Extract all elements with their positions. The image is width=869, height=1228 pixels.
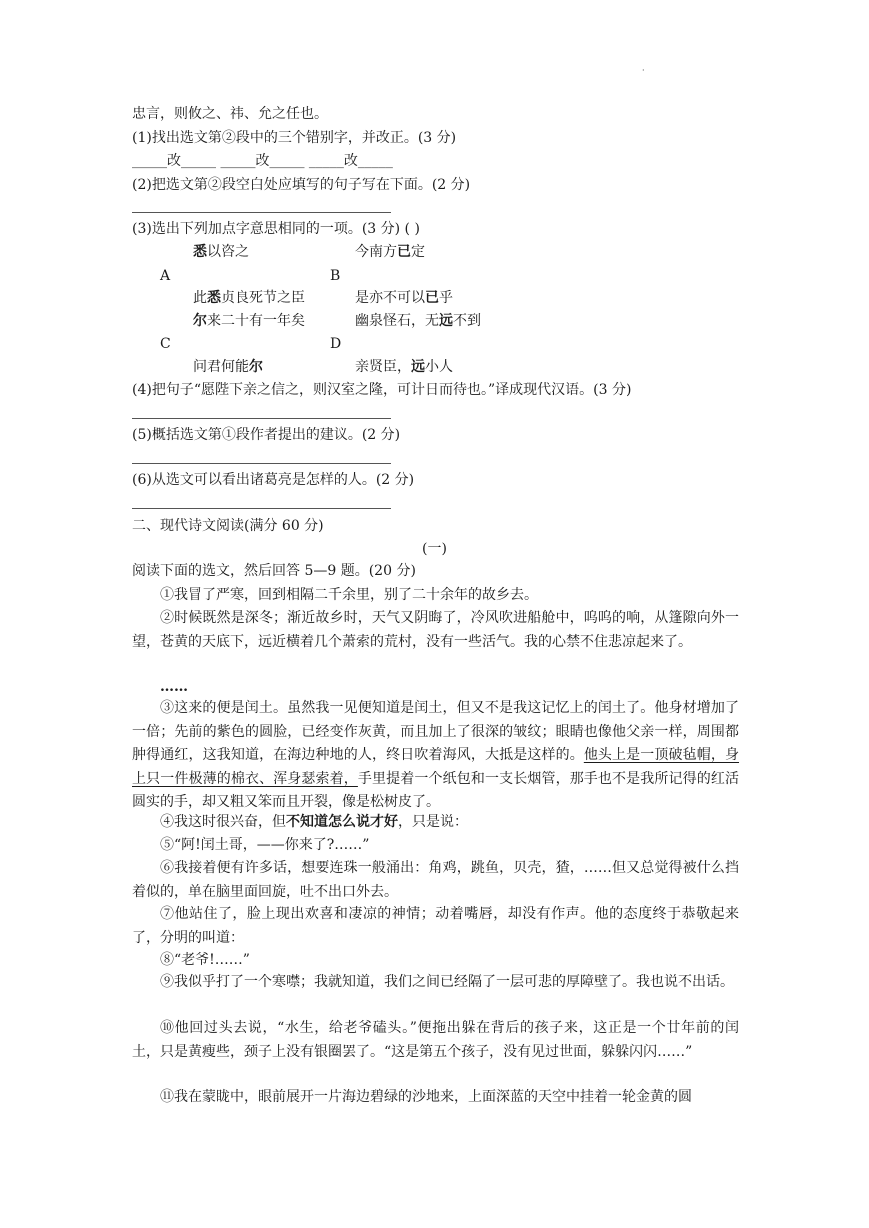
section-title: 二、现代诗文阅读(满分 60 分) xyxy=(132,518,324,534)
option-b-letter: B xyxy=(330,268,341,284)
answer-line xyxy=(132,212,391,213)
option-b-line-2: 是亦不可以已乎 xyxy=(355,290,453,306)
passage-paragraph-5: ⑤“阿!闰土哥，——你来了?……” xyxy=(160,837,370,853)
passage-paragraph-2: ②时候既然是深冬；渐近故乡时，天气又阴晦了，冷风吹进船舱中，呜呜的响，从篷隙向外一望，苍黄的天底下，远近横着几个萧索的荒村，没有一些活气。我的心禁不住悲凉起来了。 xyxy=(132,610,739,650)
passage-paragraph-4: ④我这时很兴奋，但不知道怎么说才好，只是说： xyxy=(160,814,468,830)
answer-line xyxy=(132,463,391,464)
underlined-sentence: 他头上是一顶破毡帽，身上只一件极薄的棉衣、浑身瑟索着， xyxy=(132,747,740,787)
passage-ellipsis: …… xyxy=(160,679,188,695)
passage-paragraph-11: ⑪我在蒙眬中，眼前展开一片海边碧绿的沙地来，上面深蓝的天空中挂着一轮金黄的圆 xyxy=(160,1089,692,1105)
option-c-line-1: 尔来二十有一年矣 xyxy=(193,313,305,329)
option-d-line-1: 幽泉怪石，无远不到 xyxy=(355,313,481,329)
option-d-letter: D xyxy=(330,336,342,352)
passage-instruction: 阅读下面的选文，然后回答 5—9 题。(20 分) xyxy=(132,563,416,579)
option-b-line-1: 今南方已定 xyxy=(355,244,425,260)
passage-paragraph-7: ⑦他站住了，脸上现出欢喜和凄凉的神情；动着嘴唇，却没有作声。他的态度终于恭敬起来了，分明的叫道： xyxy=(132,906,739,946)
option-c-line-2: 问君何能尔 xyxy=(193,359,263,375)
option-a-line-1: 悉以咨之 xyxy=(193,244,249,260)
option-c-letter: C xyxy=(160,336,171,352)
passage-paragraph-9: ⑨我似乎打了一个寒噤；我就知道，我们之间已经隔了一层可悲的厚障壁了。我也说不出话。 xyxy=(160,974,734,990)
answer-line xyxy=(132,508,391,509)
prior-passage-tail: 忠言，则攸之、祎、允之任也。 xyxy=(132,106,328,122)
option-d-line-2: 亲贤臣，远小人 xyxy=(355,359,453,375)
passage-paragraph-8: ⑧“老爷!……” xyxy=(160,952,250,968)
header-dot: · xyxy=(642,66,645,75)
option-a-letter: A xyxy=(160,268,171,284)
question-6: (6)从选文可以看出诸葛亮是怎样的人。(2 分) xyxy=(132,472,415,488)
question-2: (2)把选文第②段空白处应填写的句子写在下面。(2 分) xyxy=(132,177,471,193)
passage-paragraph-6: ⑥我接着便有许多话，想要连珠一般涌出：角鸡，跳鱼，贝壳，猹，……但又总觉得被什么挡着似的，单在脑里面回旋，吐不出口外去。 xyxy=(132,860,739,900)
question-1: (1)找出选文第②段中的三个错别字，并改正。(3 分) xyxy=(132,130,457,146)
question-5: (5)概括选文第①段作者提出的建议。(2 分) xyxy=(132,427,401,443)
answer-line xyxy=(132,418,391,419)
question-4: (4)把句子“愿陛下亲之信之，则汉室之隆，可计日而待也。”译成现代汉语。(3 分) xyxy=(132,382,632,398)
option-a-line-2: 此悉贞良死节之臣 xyxy=(193,290,305,306)
question-3: (3)选出下列加点字意思相同的一项。(3 分) ( ) xyxy=(132,221,420,237)
question-1-blanks: _____改_____ _____改_____ _____改_____ xyxy=(132,153,393,169)
section-subtitle: (一) xyxy=(422,541,447,557)
passage-paragraph-3: ③这来的便是闰土。虽然我一见便知道是闰土，但又不是我这记忆上的闰土了。他身材增加了一倍；先前的紫色的圆脸，已经变作灰黄，而且加上了很深的皱纹；眼睛也像他父亲一样，周围都肿得通红，这我知道，在海边种地的人，终日吹着海风，大抵是这样的。他头上是一顶破毡帽，身上只一件极薄的棉衣、浑身瑟索着，手里提着一个纸包和一支长烟管，那手也不是我所记得的红活圆实的手，却又粗又笨而且开裂，像是松树皮了。 xyxy=(132,700,740,810)
passage-paragraph-1: ①我冒了严寒，回到相隔二千余里，别了二十余年的故乡去。 xyxy=(160,587,538,603)
passage-paragraph-10: ⑩他回过头去说，“水生，给老爷磕头。”便拖出躲在背后的孩子来，这正是一个廿年前的闰土，只是黄瘦些，颈子上没有银圈罢了。“这是第五个孩子，没有见过世面，躲躲闪闪……” xyxy=(132,1020,739,1060)
